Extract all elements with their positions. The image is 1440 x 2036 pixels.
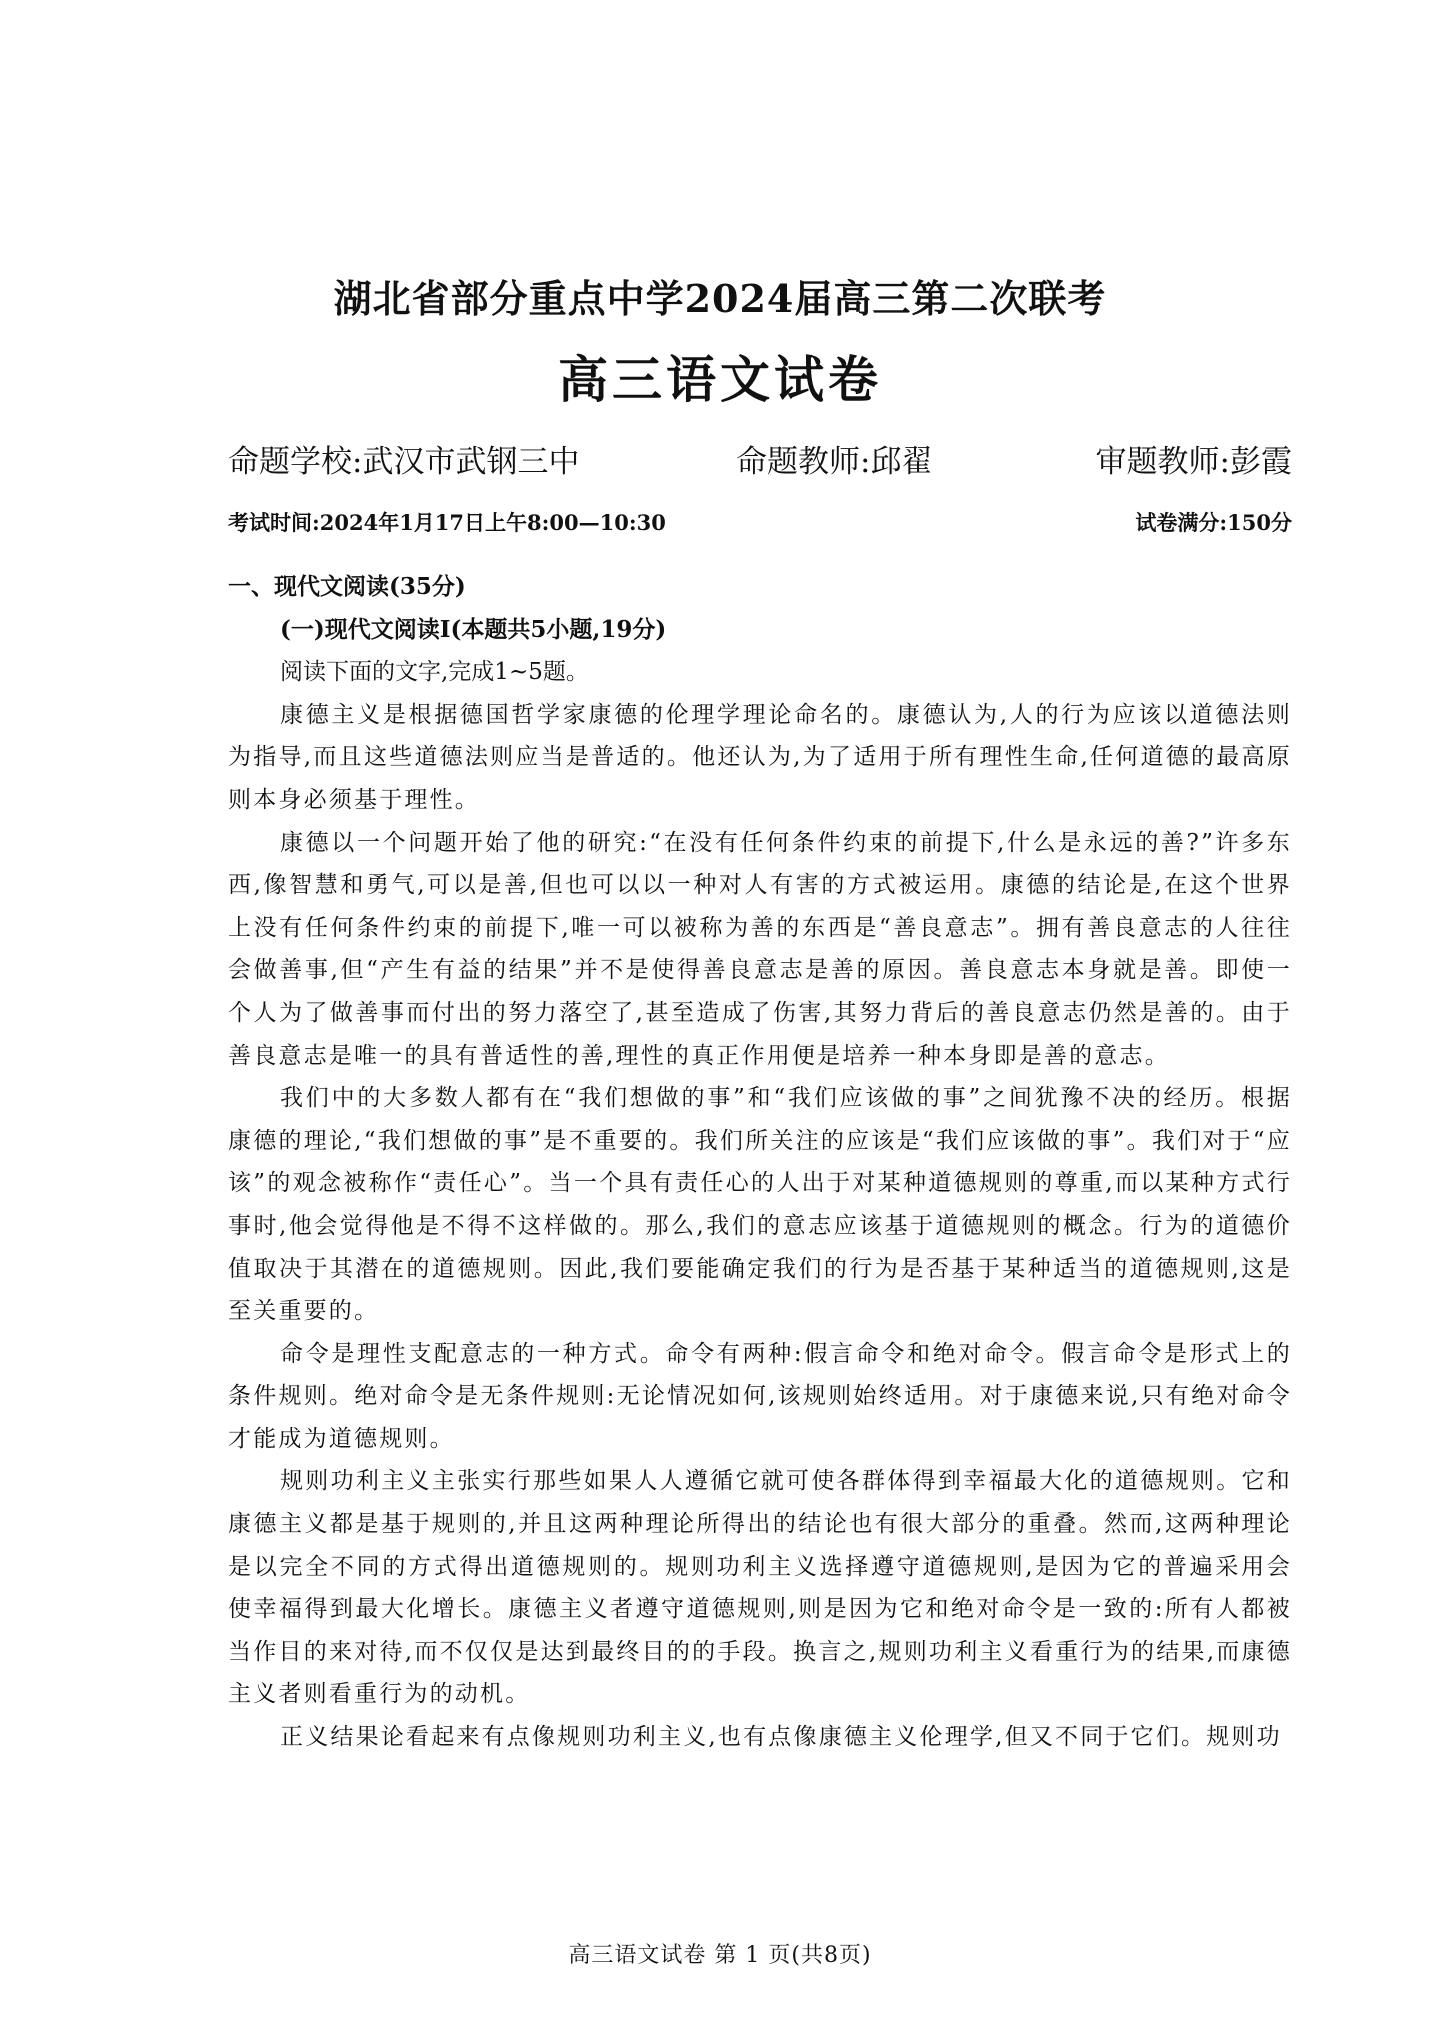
passage-paragraph: 命令是理性支配意志的一种方式。命令有两种:假言命令和绝对命令。假言命令是形式上的条件规则。绝对命令是无条件规则:无论情况如何,该规则始终适用。对于康德来说,只有绝对命令才能成为道德规则。 (228, 1340, 1292, 1452)
exam-info-line (228, 507, 1292, 537)
setting-teacher: 命题教师:邱翟 (736, 444, 933, 480)
section-modern-reading (228, 566, 1292, 1759)
exam-time: 考试时间:2024年1月17日上午8:00—10:30 (228, 510, 666, 535)
exam-title: 湖北省部分重点中学2024届高三第二次联考 (333, 276, 1107, 321)
exam-subtitle: 高三语文试卷 (558, 350, 882, 409)
section-heading: 一、现代文阅读(35分) (228, 573, 466, 600)
passage-paragraph: 规则功利主义主张实行那些如果人人遵循它就可使各群体得到幸福最大化的道德规则。它和康德主义都是基于规则的,并且这两种理论所得出的结论也有很大部分的重叠。然而,这两种理论是以完全不同的方式得出道德规则的。规则功利主义选择遵守道德规则,是因为它的普遍采用会使幸福得到最大化增长。康德主义者遵守道德规则,则是因为它和绝对命令是一致的:所有人都被当作目的来对待,而不仅仅是达到最终目的的手段。换言之,规则功利主义看重行为的结果,而康德主义者则看重行为的动机。 (228, 1468, 1292, 1708)
page-footer: 高三语文试卷 第 1 页(共8页) (568, 1943, 872, 1968)
full-score: 试卷满分:150分 (1135, 510, 1292, 535)
author-line (228, 436, 1292, 480)
setting-school: 命题学校:武汉市武钢三中 (228, 444, 580, 480)
passage-paragraph: 正义结果论看起来有点像规则功利主义,也有点像康德主义伦理学,但又不同于它们。规则功 (280, 1724, 1282, 1751)
passage-paragraph: 康德主义是根据德国哲学家康德的伦理学理论命名的。康德认为,人的行为应该以道德法则为指导,而且这些道德法则应当是普适的。他还认为,为了适用于所有理性生命,任何道德的最高原则本身必须基于理性。 (228, 701, 1292, 813)
reviewing-teacher: 审题教师:彭霞 (1095, 444, 1292, 480)
passage-paragraph: 我们中的大多数人都有在“我们想做的事”和“我们应该做的事”之间犹豫不决的经历。根据康德的理论,“我们想做的事”是不重要的。我们所关注的应该是“我们应该做的事”。我们对于“应该”的观念被称作“责任心”。当一个具有责任心的人出于对某种道德规则的尊重,而以某种方式行事时,他会觉得他是不得不这样做的。那么,我们的意志应该基于道德规则的概念。行为的道德价值取决于其潜在的道德规则。因此,我们要能确定我们的行为是否基于某种适当的道德规则,这是至关重要的。 (228, 1085, 1292, 1325)
subsection-heading: (一)现代文阅读Ⅰ(本题共5小题,19分) (280, 615, 667, 643)
passage-paragraph: 康德以一个问题开始了他的研究:“在没有任何条件约束的前提下,什么是永远的善?”许多东西,像智慧和勇气,可以是善,但也可以以一种对人有害的方式被运用。康德的结论是,在这个世界上没有任何条件约束的前提下,唯一可以被称为善的东西是“善良意志”。拥有善良意志的人往往会做善事,但“产生有益的结果”并不是使得善良意志是善的原因。善良意志本身就是善。即使一个人为了做善事而付出的努力落空了,甚至造成了伤害,其努力背后的善良意志仍然是善的。由于善良意志是唯一的具有普适性的善,理性的真正作用便是培养一种本身即是善的意志。 (228, 829, 1292, 1069)
reading-instruction: 阅读下面的文字,完成1~5题。 (280, 659, 589, 686)
